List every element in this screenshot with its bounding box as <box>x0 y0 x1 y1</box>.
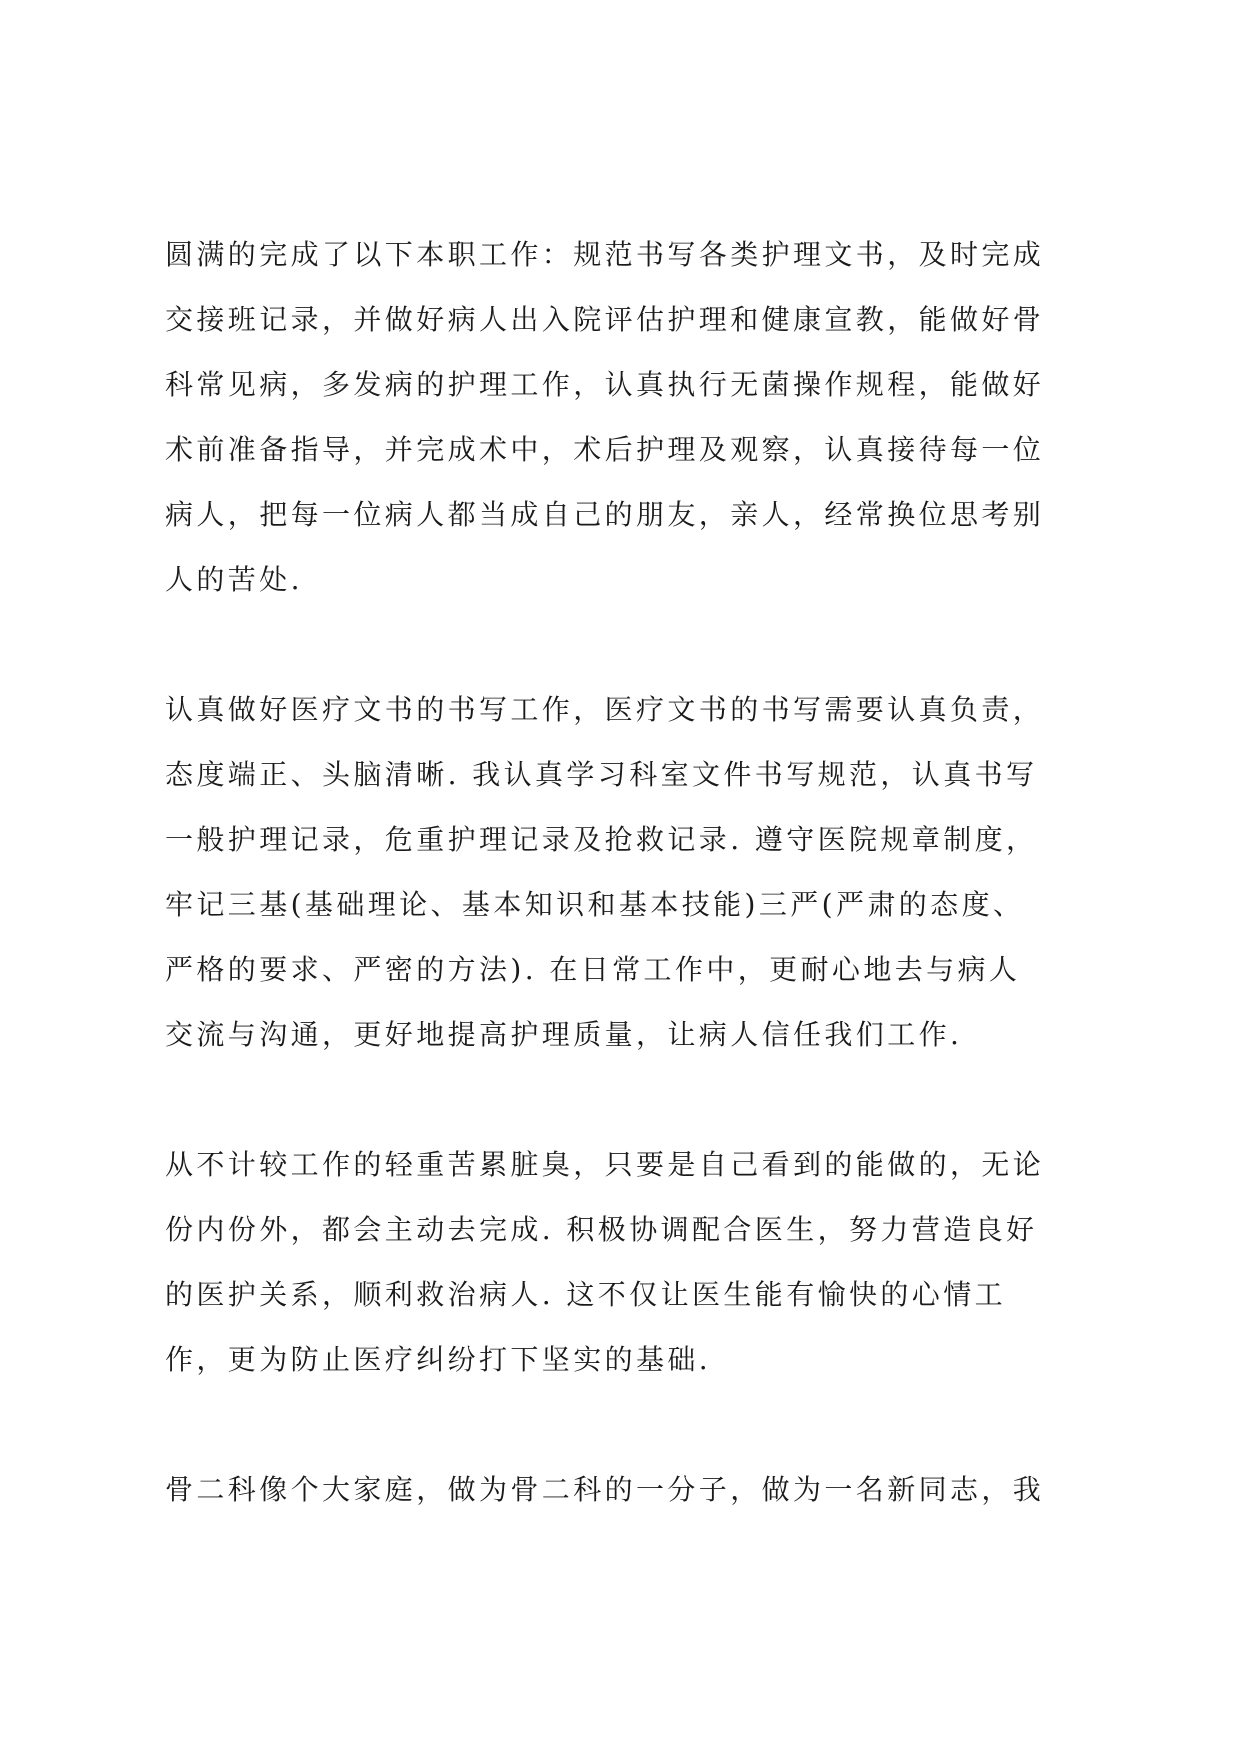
paragraph-spacer <box>165 612 1095 677</box>
text-line: 科常见病，多发病的护理工作，认真执行无菌操作规程，能做好 <box>165 368 1045 401</box>
paragraph-3 <box>165 1132 1095 1392</box>
text-line: 态度端正、头脑清晰. 我认真学习科室文件书写规范，认真书写 <box>165 758 1038 791</box>
text-line: 一般护理记录，危重护理记录及抢救记录. 遵守医院规章制度， <box>165 823 1038 856</box>
paragraph-4 <box>165 1457 1095 1522</box>
text-line: 的医护关系，顺利救治病人. 这不仅让医生能有愉快的心情工 <box>165 1278 1007 1311</box>
text-line: 交接班记录，并做好病人出入院评估护理和健康宣教，能做好骨 <box>165 303 1045 336</box>
document-body <box>165 222 1095 1522</box>
text-line: 严格的要求、严密的方法). 在日常工作中，更耐心地去与病人 <box>165 953 1021 986</box>
text-line: 人的苦处. <box>165 563 303 596</box>
paragraph-1 <box>165 222 1095 612</box>
text-line: 术前准备指导，并完成术中，术后护理及观察，认真接待每一位 <box>165 433 1045 466</box>
text-line: 作，更为防止医疗纠纷打下坚实的基础. <box>165 1343 712 1376</box>
text-line: 认真做好医疗文书的书写工作，医疗文书的书写需要认真负责， <box>165 693 1045 726</box>
text-line: 圆满的完成了以下本职工作：规范书写各类护理文书，及时完成 <box>165 238 1045 271</box>
text-line: 病人，把每一位病人都当成自己的朋友，亲人，经常换位思考别 <box>165 498 1045 531</box>
paragraph-spacer <box>165 1067 1095 1132</box>
text-line: 份内份外，都会主动去完成. 积极协调配合医生，努力营造良好 <box>165 1213 1038 1246</box>
text-line: 交流与沟通，更好地提高护理质量，让病人信任我们工作. <box>165 1018 963 1051</box>
paragraph-2 <box>165 677 1095 1067</box>
text-line: 骨二科像个大家庭，做为骨二科的一分子，做为一名新同志，我 <box>165 1473 1045 1506</box>
text-line: 牢记三基(基础理论、基本知识和基本技能)三严(严肃的态度、 <box>165 888 1025 921</box>
text-line: 从不计较工作的轻重苦累脏臭，只要是自己看到的能做的，无论 <box>165 1148 1045 1181</box>
paragraph-spacer <box>165 1392 1095 1457</box>
